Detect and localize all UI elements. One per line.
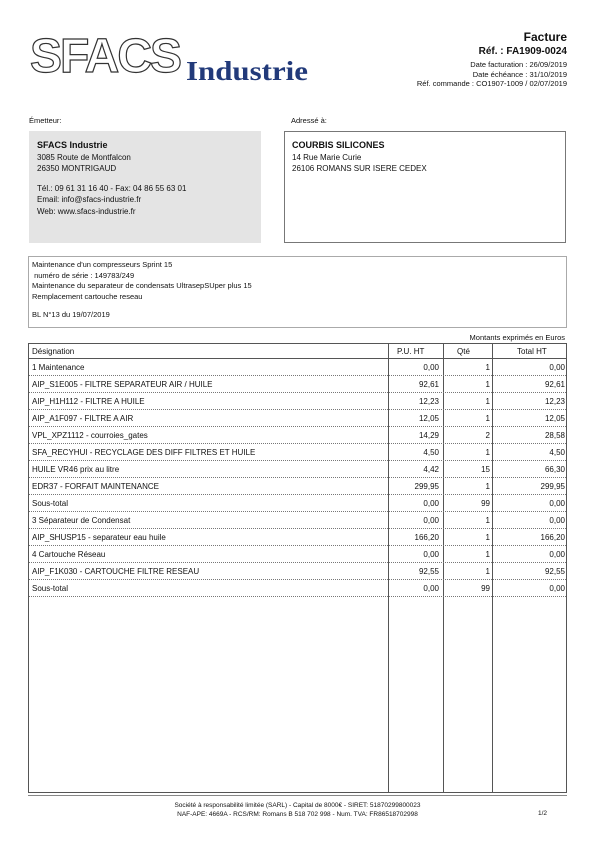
- cell-quantity: 1: [485, 379, 490, 389]
- table-row: [29, 359, 566, 376]
- cell-unit-price: 0,00: [423, 515, 439, 525]
- billing-date: Date facturation : 26/09/2019: [470, 60, 567, 69]
- footer-legal-line-1: Société à responsabilité limitée (SARL) - Capital de 8000€ - SIRET: 51870299800023: [174, 802, 421, 809]
- svg-text:Industrie: Industrie: [186, 56, 309, 86]
- table-row: [29, 461, 566, 478]
- table-row: [29, 427, 566, 444]
- cell-unit-price: 0,00: [423, 549, 439, 559]
- cell-unit-price: 14,29: [418, 430, 439, 440]
- page-number: 1/2: [537, 810, 547, 817]
- table-row: [29, 495, 566, 512]
- description-line: Maintenance d'un compresseurs Sprint 15: [32, 260, 173, 269]
- cell-total: 0,00: [549, 498, 565, 508]
- cell-unit-price: 0,00: [423, 498, 439, 508]
- cell-quantity: 1: [485, 413, 490, 423]
- issuer-city: 26350 MONTRIGAUD: [37, 164, 117, 173]
- cell-quantity: 15: [481, 464, 490, 474]
- company-logo: [28, 30, 313, 88]
- cell-total: 28,58: [544, 430, 565, 440]
- cell-quantity: 1: [485, 362, 490, 372]
- issuer-email: Email: info@sfacs-industrie.fr: [37, 195, 142, 204]
- cell-total: 12,05: [544, 413, 565, 423]
- table-row: [29, 546, 566, 563]
- header-designation: Désignation: [32, 346, 75, 356]
- header-quantity: Qté: [457, 346, 470, 356]
- cell-total: 12,23: [544, 396, 565, 406]
- cell-quantity: 1: [485, 515, 490, 525]
- cell-unit-price: 4,50: [423, 447, 439, 457]
- cell-designation: Sous-total: [32, 583, 69, 593]
- table-row: [29, 376, 566, 393]
- cell-designation: 3 Séparateur de Condensat: [32, 515, 131, 525]
- recipient-name: COURBIS SILICONES: [292, 140, 385, 150]
- table-row: [29, 478, 566, 495]
- footer-legal-line-2: NAF-APE: 4669A - RCS/RM: Romans B 518 702 998 - Num. TVA: FR86518702998: [177, 811, 418, 818]
- cell-unit-price: 92,61: [418, 379, 439, 389]
- cell-designation: 4 Cartouche Réseau: [32, 549, 106, 559]
- cell-designation: AIP_H1H112 - FILTRE A HUILE: [32, 396, 145, 406]
- cell-designation: EDR37 - FORFAIT MAINTENANCE: [32, 481, 159, 491]
- cell-quantity: 1: [485, 532, 490, 542]
- cell-total: 66,30: [544, 464, 565, 474]
- invoice-title: Facture: [523, 30, 567, 44]
- cell-designation: SFA_RECYHUI - RECYCLAGE DES DIFF FILTRES ET HUILE: [32, 447, 256, 457]
- cell-quantity: 1: [485, 566, 490, 576]
- issuer-label: Émetteur:: [29, 116, 62, 125]
- description-line: Remplacement cartouche reseau: [32, 291, 143, 301]
- table-row: [29, 410, 566, 427]
- cell-total: 92,61: [544, 379, 565, 389]
- cell-total: 92,55: [544, 566, 565, 576]
- cell-quantity: 1: [485, 481, 490, 491]
- currency-note: Montants exprimés en Euros: [469, 333, 565, 342]
- cell-total: 0,00: [549, 549, 565, 559]
- cell-unit-price: 299,95: [414, 481, 439, 491]
- recipient-label: Adressé à:: [291, 116, 327, 125]
- cell-unit-price: 0,00: [423, 362, 439, 372]
- issuer-web: Web: www.sfacs-industrie.fr: [37, 206, 136, 216]
- cell-designation: AIP_F1K030 - CARTOUCHE FILTRE RESEAU: [32, 566, 200, 576]
- invoice-lines-table: [28, 343, 567, 793]
- recipient-city: 26106 ROMANS SUR ISERE CEDEX: [292, 164, 427, 173]
- cell-unit-price: 12,05: [418, 413, 439, 423]
- header-total: Total HT: [517, 346, 547, 356]
- cell-quantity: 1: [485, 549, 490, 559]
- cell-total: 299,95: [540, 481, 565, 491]
- table-row: [29, 393, 566, 410]
- cell-total: 166,20: [540, 532, 565, 542]
- cell-designation: HUILE VR46 prix au litre: [32, 464, 120, 474]
- cell-unit-price: 166,20: [414, 532, 439, 542]
- table-row: [29, 512, 566, 529]
- table-row: [29, 580, 566, 597]
- cell-total: 0,00: [549, 583, 565, 593]
- cell-quantity: 2: [485, 430, 490, 440]
- issuer-name: SFACS Industrie: [37, 140, 108, 150]
- cell-designation: VPL_XPZ1112 - courroies_gates: [32, 430, 148, 440]
- invoice-header: [417, 30, 567, 89]
- cell-designation: 1 Maintenance: [32, 362, 85, 372]
- svg-text:SFACS: SFACS: [30, 30, 181, 83]
- cell-unit-price: 0,00: [423, 583, 439, 593]
- cell-designation: AIP_SHUSP15 - separateur eau huile: [32, 532, 166, 542]
- delivery-note: BL N°13 du 19/07/2019: [32, 310, 110, 319]
- recipient-box: [284, 131, 566, 243]
- cell-designation: AIP_S1E005 - FILTRE SEPARATEUR AIR / HUILE: [32, 379, 213, 389]
- sfacs-logo-graphic: [28, 30, 313, 88]
- issuer-street: 3085 Route de Montfalcon: [37, 152, 131, 162]
- recipient-street: 14 Rue Marie Curie: [292, 152, 362, 162]
- table-row: [29, 563, 566, 580]
- cell-designation: Sous-total: [32, 498, 69, 508]
- issuer-box: [29, 131, 261, 243]
- footer: [0, 801, 595, 819]
- table-row: [29, 529, 566, 546]
- order-reference: Réf. commande : CO1907-1009 / 02/07/2019: [416, 79, 567, 88]
- table-row: [29, 444, 566, 461]
- cell-unit-price: 12,23: [418, 396, 439, 406]
- footer-divider: [28, 795, 567, 796]
- cell-total: 0,00: [549, 362, 565, 372]
- cell-quantity: 1: [485, 396, 490, 406]
- cell-quantity: 1: [485, 447, 490, 457]
- description-line: Maintenance du separateur de condensats UltrasepSUper plus 15: [32, 281, 252, 290]
- issuer-phone: Tél.: 09 61 31 16 40 - Fax: 04 86 55 63 01: [37, 183, 187, 193]
- due-date: Date échéance : 31/10/2019: [472, 69, 567, 79]
- header-unit-price: P.U. HT: [397, 346, 425, 356]
- cell-total: 4,50: [549, 447, 565, 457]
- cell-designation: AIP_A1F097 - FILTRE A AIR: [32, 413, 134, 423]
- cell-unit-price: 92,55: [418, 566, 439, 576]
- cell-quantity: 99: [481, 498, 490, 508]
- cell-total: 0,00: [549, 515, 565, 525]
- table-header: [29, 344, 566, 359]
- cell-quantity: 99: [481, 583, 490, 593]
- cell-unit-price: 4,42: [423, 464, 439, 474]
- invoice-reference: Réf. : FA1909-0024: [478, 46, 567, 57]
- invoice-description: [28, 256, 567, 328]
- description-line: numéro de série : 149783/249: [32, 270, 135, 280]
